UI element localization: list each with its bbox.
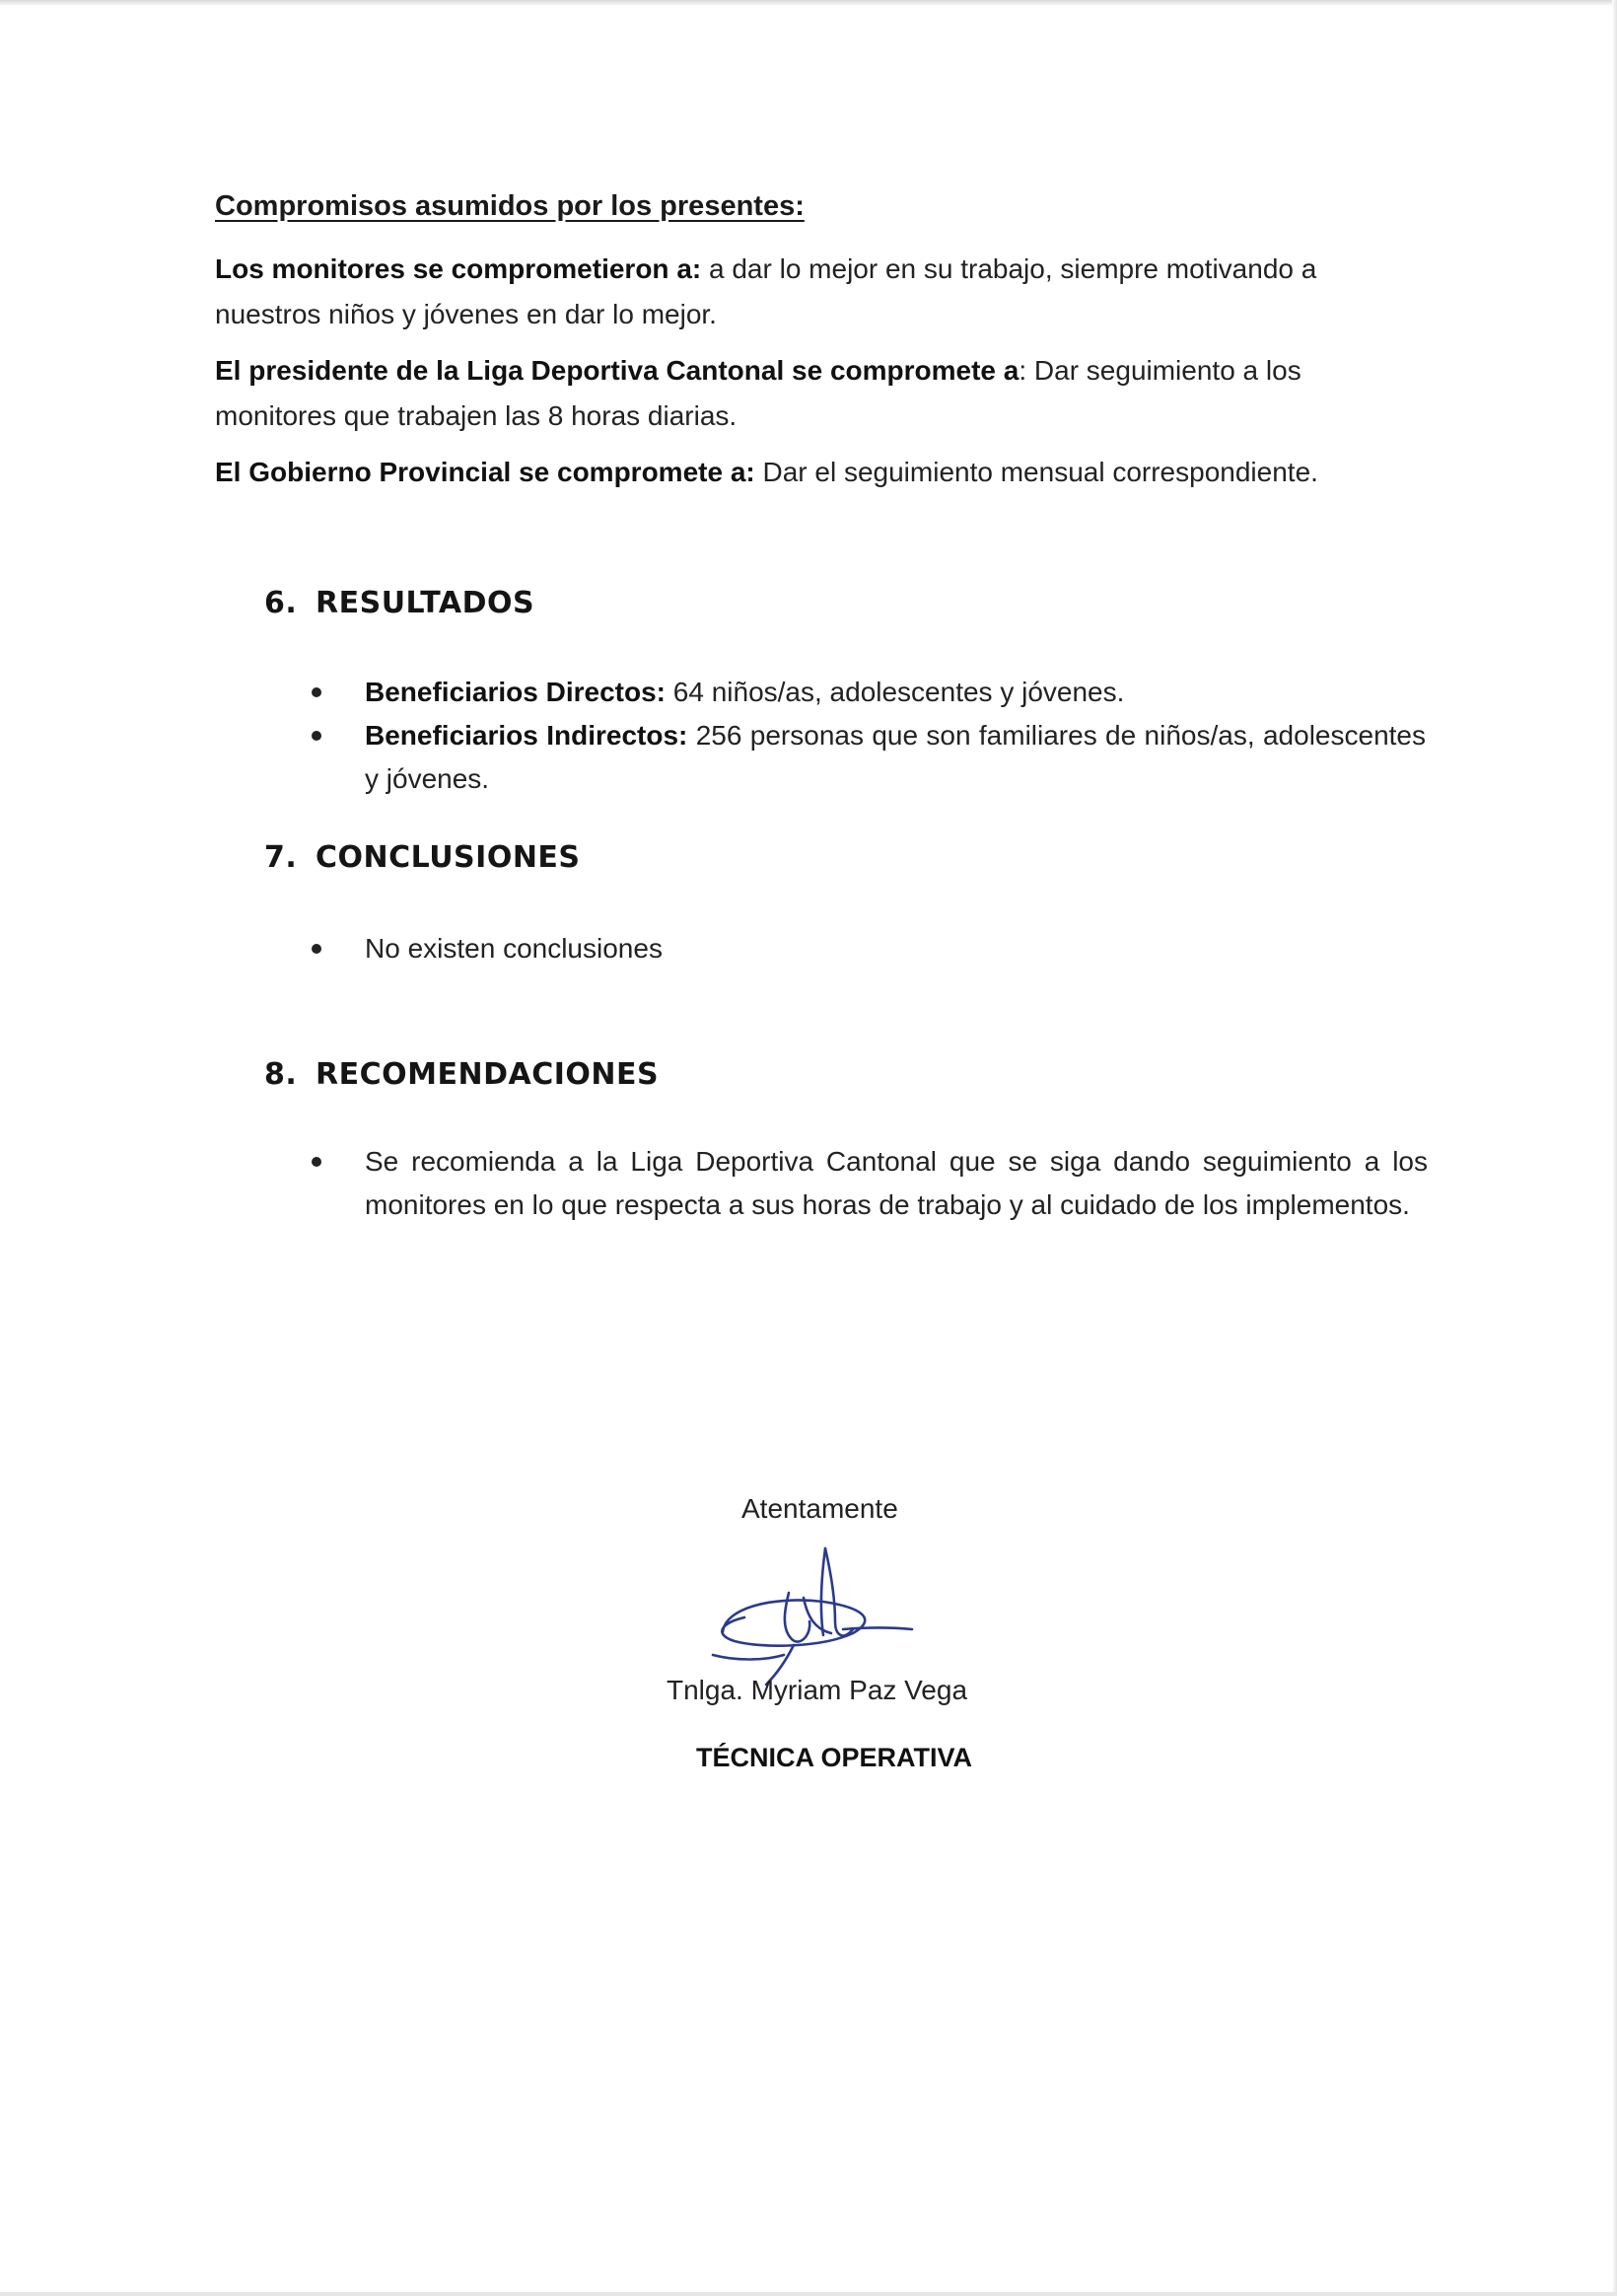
section-number: 6. bbox=[264, 586, 298, 620]
commitment-lead: Los monitores se comprometieron a: bbox=[215, 253, 702, 284]
section-heading-recomendaciones bbox=[264, 1057, 659, 1092]
signer-name: Tnlga. Myriam Paz Vega bbox=[667, 1675, 968, 1705]
item-text: Se recomienda a la Liga Deportiva Cantonal que se siga dando seguimiento a los monitores en lo que respecta a sus horas de trabajo y al cuidado de los implementos. bbox=[365, 1146, 1428, 1220]
commitment-government bbox=[215, 450, 1428, 495]
bullet-icon bbox=[312, 944, 321, 954]
signer-role: TÉCNICA OPERATIVA bbox=[696, 1743, 973, 1772]
bullet-icon bbox=[312, 1157, 321, 1167]
scan-edge-top bbox=[0, 0, 1617, 6]
bullet-icon bbox=[312, 687, 321, 697]
item-lead: Beneficiarios Directos: bbox=[365, 677, 666, 707]
scan-edge-right bbox=[1612, 0, 1617, 2296]
section-number: 8. bbox=[264, 1057, 298, 1092]
commitment-text: : Dar seguimiento a los monitores que trabajen las 8 horas diarias. bbox=[215, 355, 1301, 431]
item-text: 256 personas que son familiares de niños/as, adolescentes y jóvenes. bbox=[365, 720, 1426, 794]
scan-edge-bottom bbox=[0, 2292, 1617, 2296]
conclusiones-list bbox=[312, 927, 1426, 970]
commitment-text: Dar el seguimiento mensual correspondiente. bbox=[754, 457, 1318, 487]
section-title: RECOMENDACIONES bbox=[316, 1057, 660, 1092]
signature-icon bbox=[705, 1539, 922, 1686]
list-item bbox=[312, 714, 1426, 801]
resultados-list bbox=[312, 671, 1426, 801]
bullet-icon bbox=[312, 731, 321, 741]
list-item bbox=[312, 927, 1426, 970]
list-item bbox=[312, 1140, 1428, 1227]
section-heading-conclusiones bbox=[264, 840, 581, 875]
commitment-monitors bbox=[215, 247, 1428, 337]
list-item bbox=[312, 671, 1426, 714]
commitment-lead: El presidente de la Liga Deportiva Cantonal se compromete a bbox=[215, 355, 1019, 386]
item-text: 64 niños/as, adolescentes y jóvenes. bbox=[666, 677, 1125, 707]
commitment-president bbox=[215, 348, 1428, 439]
item-lead: Beneficiarios Indirectos: bbox=[365, 720, 688, 751]
section-heading-resultados bbox=[264, 586, 534, 620]
item-text: No existen conclusiones bbox=[365, 933, 663, 964]
section-title: CONCLUSIONES bbox=[316, 840, 581, 875]
commitments-title: Compromisos asumidos por los presentes: bbox=[215, 190, 805, 222]
commitment-text: a dar lo mejor en su trabajo, siempre motivando a nuestros niños y jóvenes en dar lo mejor. bbox=[215, 253, 1317, 329]
recomendaciones-list bbox=[312, 1140, 1428, 1227]
closing-salutation: Atentamente bbox=[741, 1493, 898, 1524]
commitment-lead: El Gobierno Provincial se compromete a: bbox=[215, 457, 755, 487]
section-title: RESULTADOS bbox=[316, 586, 535, 620]
section-number: 7. bbox=[264, 840, 298, 875]
